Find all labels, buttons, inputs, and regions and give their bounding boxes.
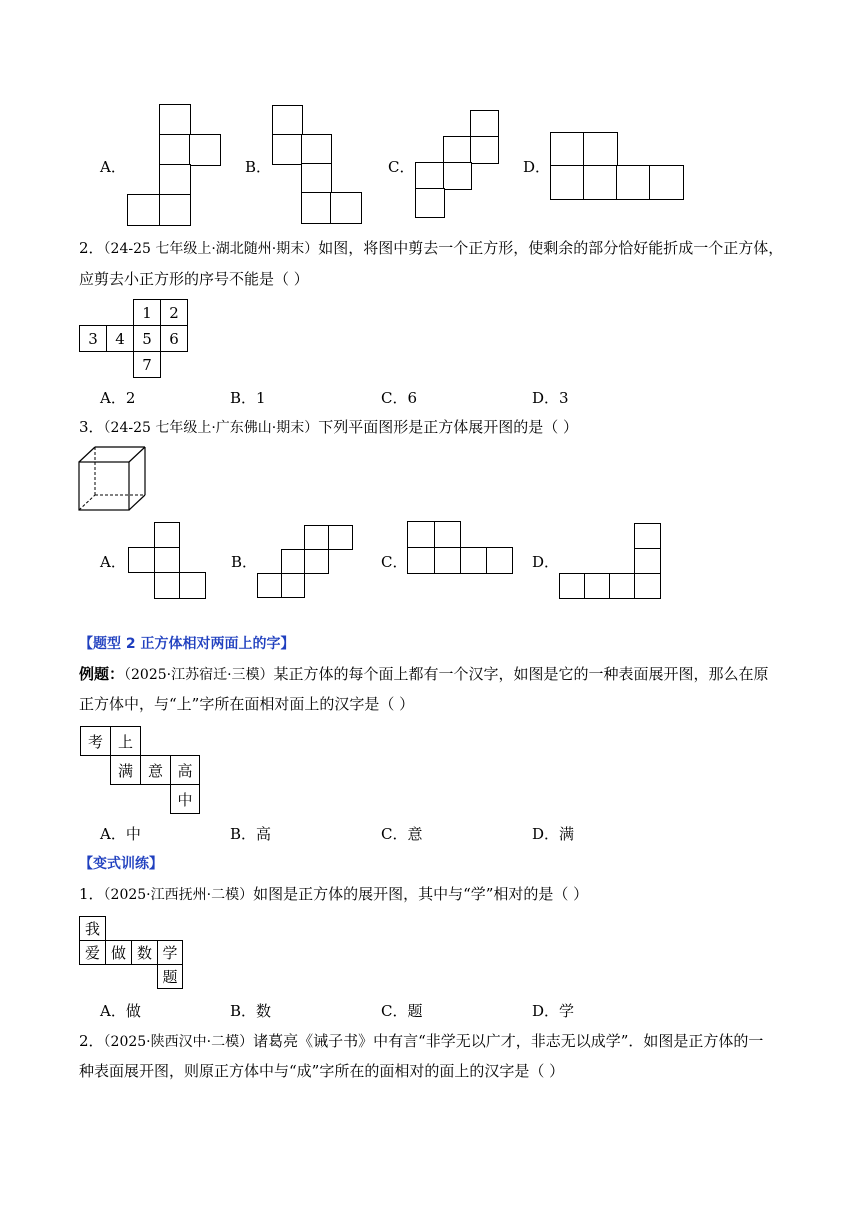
net-square <box>301 163 332 194</box>
net-cell-zhong: 中 <box>170 784 200 814</box>
net-square <box>443 162 472 190</box>
variant-q1-choice-c[interactable]: C．题 <box>381 1002 423 1020</box>
net-square <box>616 165 651 200</box>
variant-q2-number: 2． <box>79 1032 104 1050</box>
net-cell-man: 满 <box>110 755 141 785</box>
net-square <box>281 573 305 598</box>
net-square <box>154 547 180 573</box>
q3-number: 3． <box>79 418 104 436</box>
q3-option-a-label[interactable]: A． <box>100 553 126 571</box>
example-source: （2025·江苏宿迁·三模） <box>124 667 274 683</box>
variant-q2-source: （2025·陕西汉中·二模） <box>103 1034 254 1050</box>
net-square <box>189 134 221 166</box>
net-square <box>272 105 303 136</box>
net-square <box>415 188 445 218</box>
net-cell-7: 7 <box>133 351 161 378</box>
q3-stem-text: 下列平面图形是正方体展开图的是（ ） <box>318 418 579 436</box>
net-square <box>407 547 435 574</box>
net-cell-xue: 学 <box>157 940 183 965</box>
q2-choice-a[interactable]: A．2 <box>100 389 136 407</box>
net-square <box>460 547 487 574</box>
net-square <box>583 165 618 200</box>
net-square <box>272 134 303 165</box>
net-cell-4: 4 <box>106 325 134 352</box>
example-choice-a[interactable]: A．中 <box>100 825 141 843</box>
net-cell-ti: 题 <box>157 964 183 989</box>
q3-option-b-label[interactable]: B． <box>231 553 258 571</box>
net-square <box>301 192 332 224</box>
net-square <box>434 521 461 548</box>
cube-figure <box>78 446 148 512</box>
q3-option-d-label[interactable]: D． <box>532 553 560 571</box>
variant-heading: 【变式训练】 <box>79 856 163 872</box>
net-square <box>470 136 499 164</box>
net-cell-3: 3 <box>79 325 107 352</box>
net-square <box>634 573 661 599</box>
net-square <box>550 132 585 167</box>
net-square <box>583 132 618 167</box>
q2-stem-line2: 应剪去小正方形的序号不能是（ ） <box>79 270 309 288</box>
q2-source: （24-25 七年级上·湖北随州·期末） <box>103 241 319 257</box>
net-square <box>281 549 305 574</box>
net-square <box>415 162 445 190</box>
net-square <box>434 547 461 574</box>
q2-choice-b[interactable]: B．1 <box>230 389 266 407</box>
net-square <box>301 134 332 165</box>
variant-q1-choice-a[interactable]: A．做 <box>100 1002 141 1020</box>
net-square <box>159 194 191 226</box>
q2-stem-line1 <box>79 237 783 260</box>
net-cell-shang: 上 <box>110 726 141 756</box>
net-square <box>159 134 191 166</box>
variant-q2-stem-text: 诸葛亮《诫子书》中有言“非学无以广才，非志无以成学”．如图是正方体的一 <box>253 1032 764 1050</box>
example-stem-line1 <box>79 663 769 686</box>
net-cell-gao: 高 <box>170 755 200 785</box>
net-square <box>470 110 499 138</box>
net-square <box>634 548 661 574</box>
net-square <box>584 573 610 599</box>
example-label: 例题： <box>79 665 125 683</box>
net-square <box>407 521 435 548</box>
example-choice-d[interactable]: D．满 <box>532 825 575 843</box>
net-square <box>330 192 362 224</box>
net-cell-yi: 意 <box>140 755 171 785</box>
net-cell-kao: 考 <box>80 726 111 756</box>
q3-option-c-label[interactable]: C． <box>381 553 408 571</box>
net-cell-1: 1 <box>133 299 161 326</box>
variant-q1-source: （2025·江西抚州·二模） <box>103 887 254 903</box>
variant-q2-stem-line2: 种表面展开图，则原正方体中与“成”字所在的面相对的面上的汉字是（ ） <box>79 1062 565 1080</box>
q2-choice-d[interactable]: D．3 <box>532 389 569 407</box>
q1-option-d-label: D． <box>523 158 551 176</box>
q1-option-c-label: C． <box>388 158 415 176</box>
variant-q1-stem <box>79 883 588 906</box>
variant-q1-stem-text: 如图是正方体的展开图，其中与“学”相对的是（ ） <box>253 885 589 903</box>
net-square <box>649 165 684 200</box>
net-square <box>609 573 635 599</box>
net-square <box>128 547 155 573</box>
net-square <box>127 194 161 226</box>
section-heading: 【题型 2 正方体相对两面上的字】 <box>79 636 295 652</box>
net-cell-ai: 爱 <box>79 940 106 965</box>
net-square <box>159 104 191 136</box>
q2-number: 2． <box>79 239 104 257</box>
net-square <box>159 164 191 196</box>
net-square <box>257 573 282 598</box>
net-square <box>443 136 472 164</box>
net-square <box>304 525 329 550</box>
example-stem-line2: 正方体中，与“上”字所在面相对面上的汉字是（ ） <box>79 695 415 713</box>
net-cell-zuo: 做 <box>105 940 132 965</box>
net-square <box>550 165 585 200</box>
q2-stem-text: 如图，将图中剪去一个正方形，使剩余的部分恰好能折成一个正方体， <box>318 239 784 257</box>
net-square <box>154 572 180 599</box>
net-square <box>328 525 353 550</box>
example-choice-c[interactable]: C．意 <box>381 825 423 843</box>
variant-q1-number: 1． <box>79 885 104 903</box>
net-square <box>304 549 329 574</box>
example-choice-b[interactable]: B．高 <box>230 825 272 843</box>
net-cell-5: 5 <box>133 325 161 352</box>
net-cell-6: 6 <box>160 325 188 352</box>
net-square <box>179 572 206 599</box>
net-square <box>559 573 585 599</box>
net-square <box>634 523 661 549</box>
q1-option-b-label: B． <box>245 158 272 176</box>
q3-stem <box>79 416 578 439</box>
variant-q1-choice-b[interactable]: B．数 <box>230 1002 272 1020</box>
net-cell-2: 2 <box>160 299 188 326</box>
net-square <box>154 522 180 548</box>
net-square <box>486 547 513 574</box>
net-cell-shu: 数 <box>131 940 158 965</box>
q1-option-a-label: A． <box>100 158 126 176</box>
q2-choice-c[interactable]: C．6 <box>381 389 418 407</box>
q3-source: （24-25 七年级上·广东佛山·期末） <box>103 420 319 436</box>
example-stem-text: 某正方体的每个面上都有一个汉字，如图是它的一种表面展开图，那么在原 <box>273 665 769 683</box>
variant-q2-stem-line1 <box>79 1030 763 1053</box>
variant-q1-choice-d[interactable]: D．学 <box>532 1002 575 1020</box>
net-cell-wo: 我 <box>79 916 106 941</box>
